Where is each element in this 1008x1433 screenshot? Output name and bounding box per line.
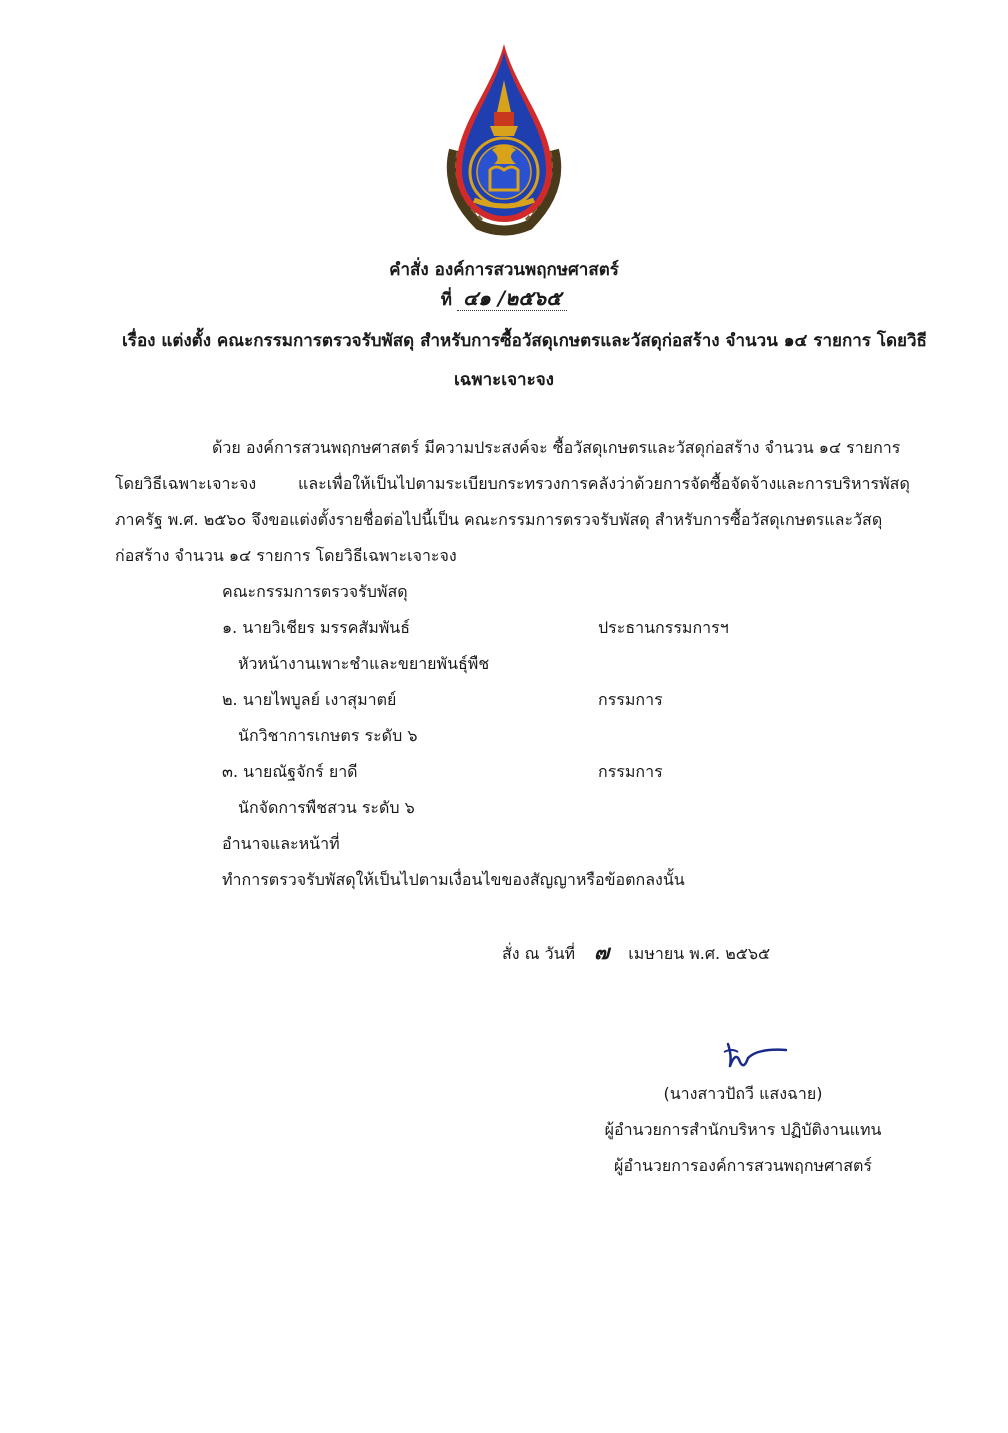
member-1-role: ประธานกรรมการฯ (598, 618, 729, 637)
member-2-name: ๒. นายไพบูลย์ เงาสุมาตย์ (222, 690, 397, 709)
duties-heading: อำนาจและหน้าที่ (222, 834, 340, 853)
signatory-name: (นางสาวปัถวี แสงฉาย) (663, 1084, 823, 1103)
member-2-role: กรรมการ (598, 690, 663, 709)
signature-icon (718, 1036, 790, 1072)
member-1-position: หัวหน้างานเพาะชำและขยายพันธุ์พืช (238, 654, 490, 673)
signatory-title-2: ผู้อำนวยการองค์การสวนพฤกษศาสตร์ (614, 1156, 872, 1175)
body-line-1: ด้วย องค์การสวนพฤกษศาสตร์ มีความประสงค์จะ ซื้อวัสดุเกษตรและวัสดุก่อสร้าง จำนวน ๑๔ รายการ (212, 438, 901, 457)
subject-line-1: เรื่อง แต่งตั้ง คณะกรรมการตรวจรับพัสดุ สำหรับการซื้อวัสดุเกษตรและวัสดุก่อสร้าง จำนวน ๑๔ รายการ โดยวิธี (122, 331, 927, 351)
member-2-position: นักวิชาการเกษตร ระดับ ๖ (238, 726, 418, 745)
committee-heading: คณะกรรมการตรวจรับพัสดุ (222, 582, 408, 601)
duties-text: ทำการตรวจรับพัสดุให้เป็นไปตามเงื่อนไขของสัญญาหรือข้อตกลงนั้น (222, 870, 685, 889)
body-line-2b: และเพื่อให้เป็นไปตามระเบียบกระทรวงการคลังว่าด้วยการจัดซื้อจัดจ้างและการบริหารพัสดุ (298, 474, 910, 493)
date-suffix: เมษายน พ.ศ. ๒๕๖๕ (628, 944, 771, 963)
order-number-prefix: ที่ (440, 290, 452, 310)
date-day: ๗ (594, 940, 610, 964)
member-1-name: ๑. นายวิเชียร มรรคสัมพันธ์ (222, 618, 410, 637)
body-line-4: ก่อสร้าง จำนวน ๑๔ รายการ โดยวิธีเฉพาะเจาะจง (115, 546, 457, 565)
member-3-role: กรรมการ (598, 762, 663, 781)
order-title: คำสั่ง องค์การสวนพฤกษศาสตร์ (389, 260, 619, 280)
member-3-name: ๓. นายณัฐจักร์ ยาดี (222, 762, 358, 781)
subject-line-2: เฉพาะเจาะจง (454, 370, 554, 390)
signatory-title-1: ผู้อำนวยการสำนักบริหาร ปฏิบัติงานแทน (604, 1120, 882, 1139)
date-prefix: สั่ง ณ วันที่ (502, 944, 576, 963)
body-line-2a: โดยวิธีเฉพาะเจาะจง (115, 474, 257, 493)
date-line (502, 936, 770, 968)
order-number-value: ๔๑ /๒๕๖๕ (457, 286, 567, 311)
member-3-position: นักจัดการพืชสวน ระดับ ๖ (238, 798, 415, 817)
body-line-3: ภาครัฐ พ.ศ. ๒๕๖๐ จึงขอแต่งตั้งรายชื่อต่อไปนี้เป็น คณะกรรมการตรวจรับพัสดุ สำหรับการซื้อวัสดุเกษตรและวัสดุ (115, 510, 883, 529)
organization-emblem-icon (434, 40, 574, 240)
order-number (0, 282, 1008, 314)
